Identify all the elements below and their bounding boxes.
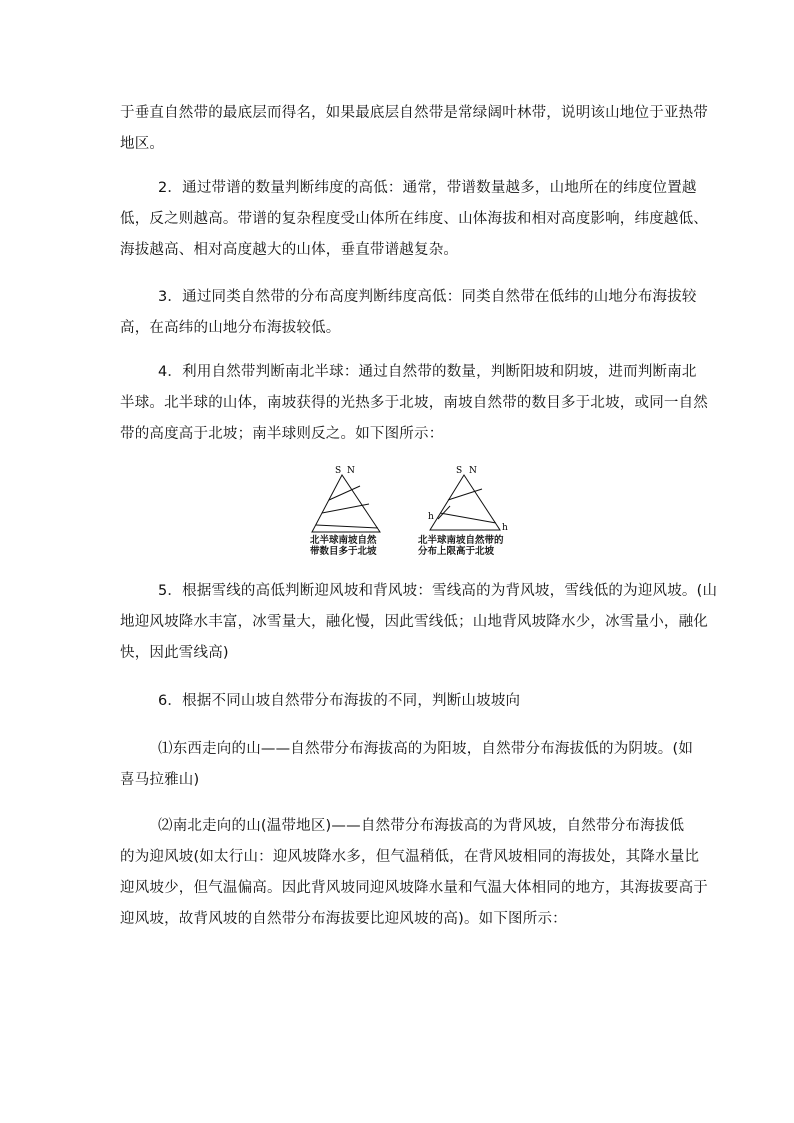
paragraph-3 (120, 282, 697, 344)
paragraph-line: 4．利用自然带判断南北半球：通过自然带的数量，判断阳坡和阴坡，进而判断南北 (158, 364, 697, 380)
left-label-n: N (347, 466, 355, 476)
caption-line: 带数目多于北坡 (310, 546, 377, 557)
paragraph-line: 于垂直自然带的最底层而得名，如果最底层自然带是常绿阔叶林带，说明该山地位于亚热带 (120, 105, 708, 121)
right-zone-line-2 (440, 513, 496, 523)
left-zone-line-2 (322, 504, 369, 513)
paragraph-line: 低，反之则越高。带谱的复杂程度受山体所在纬度、山体海拔和相对高度影响，纬度越低、 (120, 211, 708, 227)
left-triangle-diagram (312, 475, 380, 532)
paragraph-6 (120, 686, 682, 717)
paragraph-line: 3．通过同类自然带的分布高度判断纬度高低：同类自然带在低纬的山地分布海拔较 (158, 289, 697, 305)
paragraph-line: 半球。北半球的山体，南坡获得的光热多于北坡，南坡自然带的数目多于北坡，或同一自然 (120, 395, 708, 411)
paragraph-line: 2．通过带谱的数量判断纬度的高低：通常，带谱数量越多，山地所在的纬度位置越 (158, 180, 697, 196)
paragraph-line: 地迎风坡降水丰富，冰雪量大，融化慢，因此雪线低；山地背风坡降水少，冰雪量小，融化 (120, 614, 708, 630)
right-diagram-caption (418, 535, 504, 557)
paragraph-line: ⑵南北走向的山(温带地区)——自然带分布海拔高的为背风坡，自然带分布海拔低 (158, 818, 685, 834)
paragraph-line: 海拔越高、相对高度越大的山体，垂直带谱越复杂。 (120, 242, 459, 258)
paragraph-4 (120, 357, 708, 450)
paragraph-8 (120, 811, 708, 935)
paragraph-line: 6．根据不同山坡自然带分布海拔的不同，判断山坡坡向 (158, 693, 521, 709)
right-triangle-diagram (430, 475, 500, 530)
right-label-s: S (456, 466, 463, 476)
right-label-h-right: h (502, 523, 508, 533)
left-zone-line-3 (316, 525, 378, 528)
paragraph-2 (120, 173, 708, 266)
paragraph-line: 喜马拉雅山) (120, 772, 200, 788)
paragraph-line: 带的高度高于北坡；南半球则反之。如下图所示： (120, 426, 444, 442)
paragraph-line: 迎风坡少，但气温偏高。因此背风坡同迎风坡降水量和气温大体相同的地方，其海拔要高于 (120, 880, 708, 896)
right-label-n: N (469, 466, 477, 476)
left-diagram-caption (310, 535, 377, 557)
paragraph-5 (120, 576, 718, 669)
paragraph-7 (120, 734, 694, 796)
caption-line: 分布上限高于北坡 (418, 546, 495, 557)
left-label-s: S (335, 466, 342, 476)
paragraph-1 (120, 98, 708, 160)
left-mountain-outline (312, 475, 380, 532)
paragraph-line: 快，因此雪线高) (120, 645, 229, 661)
slope-diagrams-svg (300, 462, 530, 542)
paragraph-line: 高，在高纬的山地分布海拔较低。 (120, 320, 341, 336)
slope-diagrams (300, 462, 530, 566)
caption-line: 北半球南坡自然带的 (418, 535, 504, 546)
paragraph-line: 地区。 (120, 136, 165, 152)
paragraph-line: 的为迎风坡(如太行山：迎风坡降水多，但气温稍低，在背风坡相同的海拔处，其降水量比 (120, 849, 700, 865)
caption-line: 北半球南坡自然 (310, 535, 377, 546)
right-label-h-left: h (428, 512, 434, 522)
paragraph-line: ⑴东西走向的山——自然带分布海拔高的为阳坡，自然带分布海拔低的为阴坡。(如 (158, 741, 694, 757)
paragraph-line: 迎风坡，故背风坡的自然带分布海拔要比迎风坡的高)。如下图所示： (120, 911, 567, 927)
left-zone-line-1 (329, 486, 360, 500)
paragraph-line: 5．根据雪线的高低判断迎风坡和背风坡：雪线高的为背风坡，雪线低的为迎风坡。(山 (158, 583, 718, 599)
